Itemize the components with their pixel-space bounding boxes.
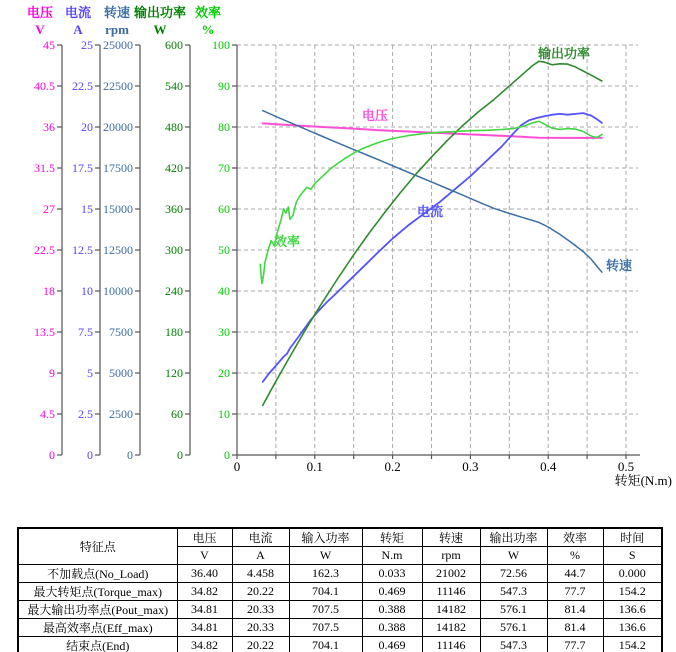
value-cell: 81.4 [547,601,603,619]
axis-tick-label-current: 10 [81,284,93,298]
curve-current [263,113,602,382]
curve-power [263,61,602,405]
axis-tick-label-speed: 15000 [103,202,133,216]
value-cell: 136.6 [603,601,662,619]
axis-tick-label-voltage: 9 [49,366,55,380]
table-row [18,601,662,619]
value-cell: 547.3 [480,583,547,601]
axis-tick-label-current: 15 [81,202,93,216]
value-cell: 77.7 [547,637,603,652]
axis-tick-label-power: 300 [165,243,183,257]
col-unit-speed: rpm [422,547,480,565]
axis-tick-label-speed: 12500 [103,243,133,257]
value-cell: 20.33 [232,601,289,619]
curve-label-power: 输出功率 [538,46,591,61]
axis-tick-label-speed: 20000 [103,120,133,134]
col-unit-efficiency: % [547,547,603,565]
value-cell: 704.1 [289,637,362,652]
axis-name-current: 电流 [64,5,92,20]
axis-tick-label-power: 480 [165,120,183,134]
axis-tick-label-efficiency: 0 [224,448,230,462]
value-cell: 34.82 [177,583,232,601]
value-cell: 576.1 [480,619,547,637]
col-header-torque: 转矩 [362,528,422,547]
value-cell: 704.1 [289,583,362,601]
curve-label-current: 电流 [417,204,444,219]
value-cell: 0.033 [362,565,422,583]
value-cell: 11146 [422,583,480,601]
value-cell: 20.22 [232,637,289,652]
table-row [18,637,662,652]
axis-tick-label-power: 180 [165,325,183,339]
axis-tick-label-efficiency: 100 [212,38,230,52]
x-tick-label: 0.4 [540,459,557,474]
value-cell: 44.7 [547,565,603,583]
axis-unit-power: W [153,22,167,37]
axis-tick-label-current: 5 [87,366,93,380]
value-cell: 0.469 [362,637,422,652]
curve-label-efficiency: 效率 [274,234,301,249]
axis-tick-label-speed: 10000 [103,284,133,298]
col-header-input-power: 输入功率 [289,528,362,547]
table-header-row-names [18,528,662,547]
x-axis-title: 转矩(N.m) [614,473,672,488]
axis-tick-label-power: 120 [165,366,183,380]
axis-tick-label-speed: 22500 [103,79,133,93]
axis-tick-label-efficiency: 40 [218,284,230,298]
axis-tick-label-voltage: 13.5 [34,325,55,339]
axis-unit-efficiency: % [201,22,215,37]
value-cell: 0.469 [362,583,422,601]
value-cell: 20.33 [232,619,289,637]
axis-tick-label-voltage: 45 [43,38,55,52]
axis-tick-label-power: 540 [165,79,183,93]
x-tick-label: 0.2 [384,459,401,474]
value-cell: 162.3 [289,565,362,583]
axis-tick-label-efficiency: 90 [218,79,230,93]
col-header-voltage: 电压 [177,528,232,547]
col-unit-output-power: W [480,547,547,565]
axis-tick-label-voltage: 4.5 [40,407,55,421]
axis-tick-label-power: 360 [165,202,183,216]
value-cell: 11146 [422,637,480,652]
col-header-current: 电流 [232,528,289,547]
axis-tick-label-power: 60 [171,407,183,421]
value-cell: 21002 [422,565,480,583]
axis-tick-label-voltage: 0 [49,448,55,462]
value-cell: 0.388 [362,601,422,619]
axis-tick-label-efficiency: 80 [218,120,230,134]
table-row [18,619,662,637]
col-unit-input-power: W [289,547,362,565]
value-cell: 136.6 [603,619,662,637]
axis-tick-label-current: 22.5 [72,79,93,93]
value-cell: 547.3 [480,637,547,652]
x-tick-label: 0.3 [462,459,479,474]
axis-tick-label-current: 7.5 [78,325,93,339]
axis-tick-label-speed: 0 [127,448,133,462]
value-cell: 14182 [422,601,480,619]
axis-unit-speed: rpm [105,22,129,37]
value-cell: 20.22 [232,583,289,601]
value-cell: 14182 [422,619,480,637]
axis-tick-label-voltage: 40.5 [34,79,55,93]
col-unit-voltage: V [177,547,232,565]
axis-tick-label-voltage: 18 [43,284,55,298]
value-cell: 77.7 [547,583,603,601]
axis-name-power: 输出功率 [133,5,187,20]
value-cell: 707.5 [289,619,362,637]
value-cell: 154.2 [603,637,662,652]
table-header [18,528,662,565]
axis-tick-label-efficiency: 60 [218,202,230,216]
axis-name-voltage: 电压 [26,5,54,20]
col-unit-current: A [232,547,289,565]
axis-tick-label-voltage: 27 [43,202,55,216]
col-unit-time: S [603,547,662,565]
table-corner: 特征点 [18,528,177,565]
axis-tick-label-speed: 5000 [109,366,133,380]
axis-tick-label-voltage: 22.5 [34,243,55,257]
value-cell: 0.388 [362,619,422,637]
value-cell: 154.2 [603,583,662,601]
col-header-efficiency: 效率 [547,528,603,547]
row-label: 最高效率点(Eff_max) [18,619,177,637]
curve-label-speed: 转速 [606,258,633,273]
axis-tick-label-efficiency: 10 [218,407,230,421]
row-label: 最大转矩点(Torque_max) [18,583,177,601]
value-cell: 81.4 [547,619,603,637]
axis-tick-label-speed: 2500 [109,407,133,421]
value-cell: 34.81 [177,601,232,619]
col-header-speed: 转速 [422,528,480,547]
axis-tick-label-current: 2.5 [78,407,93,421]
axis-tick-label-power: 600 [165,38,183,52]
value-cell: 576.1 [480,601,547,619]
axis-tick-label-efficiency: 50 [218,243,230,257]
value-cell: 4.458 [232,565,289,583]
axis-tick-label-voltage: 36 [43,120,55,134]
curve-label-voltage: 电压 [362,108,389,123]
col-header-output-power: 输出功率 [480,528,547,547]
axis-tick-label-voltage: 31.5 [34,161,55,175]
col-unit-torque: N.m [362,547,422,565]
x-tick-label: 0.1 [306,459,323,474]
value-cell: 34.81 [177,619,232,637]
value-cell: 707.5 [289,601,362,619]
axis-tick-label-efficiency: 30 [218,325,230,339]
table-body [18,565,662,652]
axis-tick-label-efficiency: 70 [218,161,230,175]
axis-tick-label-current: 25 [81,38,93,52]
value-cell: 0.000 [603,565,662,583]
axis-tick-label-speed: 7500 [109,325,133,339]
curve-speed [263,111,602,273]
axis-unit-current: A [73,22,83,37]
feature-point-table [17,527,663,652]
axis-tick-label-power: 420 [165,161,183,175]
axis-tick-label-speed: 25000 [103,38,133,52]
row-label: 不加载点(No_Load) [18,565,177,583]
value-cell: 72.56 [480,565,547,583]
axis-tick-label-current: 0 [87,448,93,462]
table-row [18,583,662,601]
axis-unit-voltage: V [35,22,45,37]
axis-tick-label-power: 240 [165,284,183,298]
axis-tick-label-power: 0 [177,448,183,462]
x-tick-label: 0.5 [617,459,635,474]
value-cell: 36.40 [177,565,232,583]
table-row [18,565,662,583]
x-tick-label: 0 [233,459,241,474]
axis-name-efficiency: 效率 [194,5,222,20]
col-header-time: 时间 [603,528,662,547]
axis-tick-label-current: 20 [81,120,93,134]
axis-tick-label-current: 12.5 [72,243,93,257]
axis-name-speed: 转速 [103,5,131,20]
row-label: 结束点(End) [18,637,177,652]
axis-tick-label-speed: 17500 [103,161,133,175]
curve-voltage [263,123,602,137]
value-cell: 34.82 [177,637,232,652]
axis-tick-label-current: 17.5 [72,161,93,175]
axis-tick-label-efficiency: 20 [218,366,230,380]
row-label: 最大输出功率点(Pout_max) [18,601,177,619]
